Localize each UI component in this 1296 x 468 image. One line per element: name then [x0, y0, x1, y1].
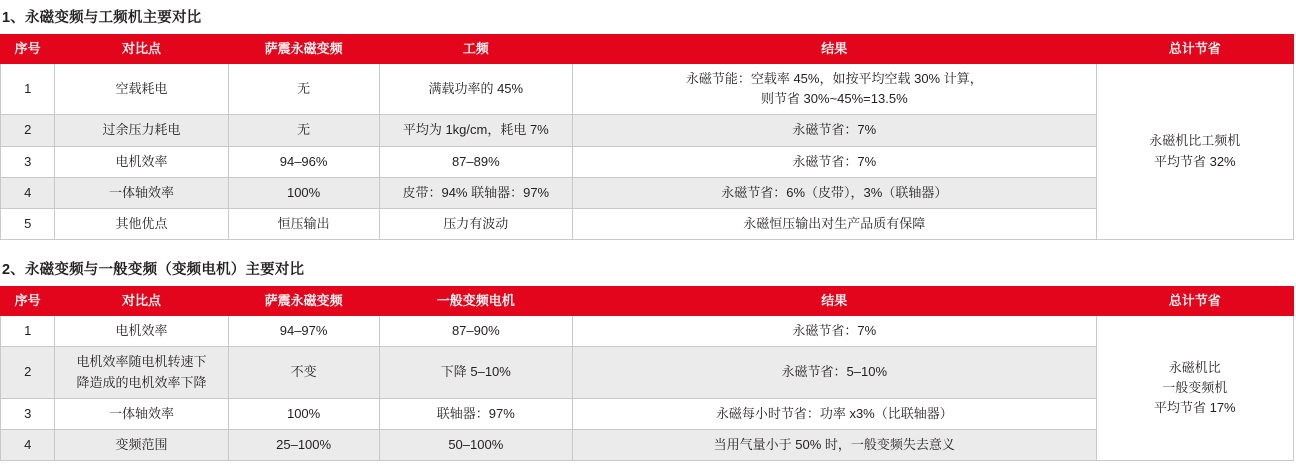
- cell-num: 4: [1, 177, 55, 208]
- cell-result: 永磁节省：7%: [572, 146, 1096, 177]
- table-1-header-point: 对比点: [55, 35, 228, 64]
- table-1-header-row: [1, 35, 1294, 64]
- cell-total-saving: [1096, 316, 1293, 461]
- cell-other: 87–90%: [379, 316, 572, 347]
- cell-result: 当用气量小于 50% 时，一般变频失去意义: [572, 429, 1096, 460]
- cell-point: 一体轴效率: [55, 177, 228, 208]
- cell-total-saving: [1096, 64, 1293, 240]
- cell-sazhen: 100%: [228, 398, 379, 429]
- cell-num: 2: [1, 115, 55, 146]
- cell-num: 3: [1, 146, 55, 177]
- cell-sazhen: 恒压输出: [228, 208, 379, 239]
- section-1-title: 1、永磁变频与工频机主要对比: [2, 10, 202, 26]
- cell-num: 2: [1, 347, 55, 398]
- cell-other: 压力有波动: [379, 208, 572, 239]
- cell-point: 其他优点: [55, 208, 228, 239]
- cell-result: 永磁恒压输出对生产品质有保障: [572, 208, 1096, 239]
- cell-result-line: 则节省 30%~45%=13.5%: [760, 91, 908, 107]
- table-1-header-other: 工频: [379, 35, 572, 64]
- cell-point: 一体轴效率: [55, 398, 228, 429]
- cell-other: 皮带：94% 联轴器：97%: [379, 177, 572, 208]
- table-1-header-num: 序号: [1, 35, 55, 64]
- cell-other: 联轴器：97%: [379, 398, 572, 429]
- cell-point: 空载耗电: [55, 64, 228, 115]
- cell-result: 永磁每小时节省：功率 x3%（比联轴器）: [572, 398, 1096, 429]
- cell-result: [572, 64, 1096, 115]
- cell-num: 3: [1, 398, 55, 429]
- total-saving-line: 平均节省 17%: [1153, 400, 1236, 416]
- cell-point-line: 电机效率随电机转速下: [76, 354, 207, 370]
- cell-num: 5: [1, 208, 55, 239]
- cell-num: 1: [1, 64, 55, 115]
- cell-other: 平均为 1kg/cm，耗电 7%: [379, 115, 572, 146]
- section-2-title: 2、永磁变频与一般变频（变频电机）主要对比: [2, 262, 305, 279]
- cell-point: [55, 347, 228, 398]
- cell-result: 永磁节省：7%: [572, 115, 1096, 146]
- cell-sazhen: 94–97%: [228, 316, 379, 347]
- cell-sazhen: 94–96%: [228, 146, 379, 177]
- table-row: [1, 316, 1294, 347]
- cell-point: 变频范围: [55, 429, 228, 460]
- table-1-header-sazhen: 萨震永磁变频: [228, 35, 379, 64]
- comparison-table-2: [0, 286, 1294, 461]
- cell-point: 电机效率: [55, 316, 228, 347]
- cell-result-line: 永磁节能：空载率 45%，如按平均空载 30% 计算，: [685, 71, 983, 87]
- comparison-table-1: [0, 34, 1294, 240]
- total-saving-line: 永磁机比: [1168, 359, 1221, 375]
- table-2-header-other: 一般变频电机: [379, 287, 572, 316]
- table-2-header-result: 结果: [572, 287, 1096, 316]
- cell-num: 4: [1, 429, 55, 460]
- total-saving-line: 平均节省 32%: [1153, 153, 1236, 169]
- table-row: [1, 64, 1294, 115]
- cell-other: 87–89%: [379, 146, 572, 177]
- cell-point: 电机效率: [55, 146, 228, 177]
- table-2-header-sazhen: 萨震永磁变频: [228, 287, 379, 316]
- cell-sazhen: 25–100%: [228, 429, 379, 460]
- table-2-header-total: 总计节省: [1096, 287, 1293, 316]
- cell-other: 下降 5–10%: [379, 347, 572, 398]
- table-1-header-result: 结果: [572, 35, 1096, 64]
- comparison-document: [0, 6, 1296, 461]
- cell-result: 永磁节省：6%（皮带），3%（联轴器）: [572, 177, 1096, 208]
- table-2-header-row: [1, 287, 1294, 316]
- cell-other: 满载功率的 45%: [379, 64, 572, 115]
- table-2-header-num: 序号: [1, 287, 55, 316]
- cell-point: 过余压力耗电: [55, 115, 228, 146]
- cell-result: 永磁节省：7%: [572, 316, 1096, 347]
- total-saving-line: 永磁机比工频机: [1149, 133, 1241, 149]
- cell-other: 50–100%: [379, 429, 572, 460]
- cell-sazhen: 不变: [228, 347, 379, 398]
- cell-sazhen: 无: [228, 64, 379, 115]
- cell-sazhen: 100%: [228, 177, 379, 208]
- cell-point-line: 降造成的电机效率下降: [76, 374, 207, 390]
- total-saving-line: 一般变频机: [1162, 380, 1228, 395]
- section-gap: [0, 240, 1296, 252]
- cell-sazhen: 无: [228, 115, 379, 146]
- table-2-header-point: 对比点: [55, 287, 228, 316]
- cell-num: 1: [1, 316, 55, 347]
- cell-result: 永磁节省：5–10%: [572, 347, 1096, 398]
- table-1-header-total: 总计节省: [1096, 35, 1293, 64]
